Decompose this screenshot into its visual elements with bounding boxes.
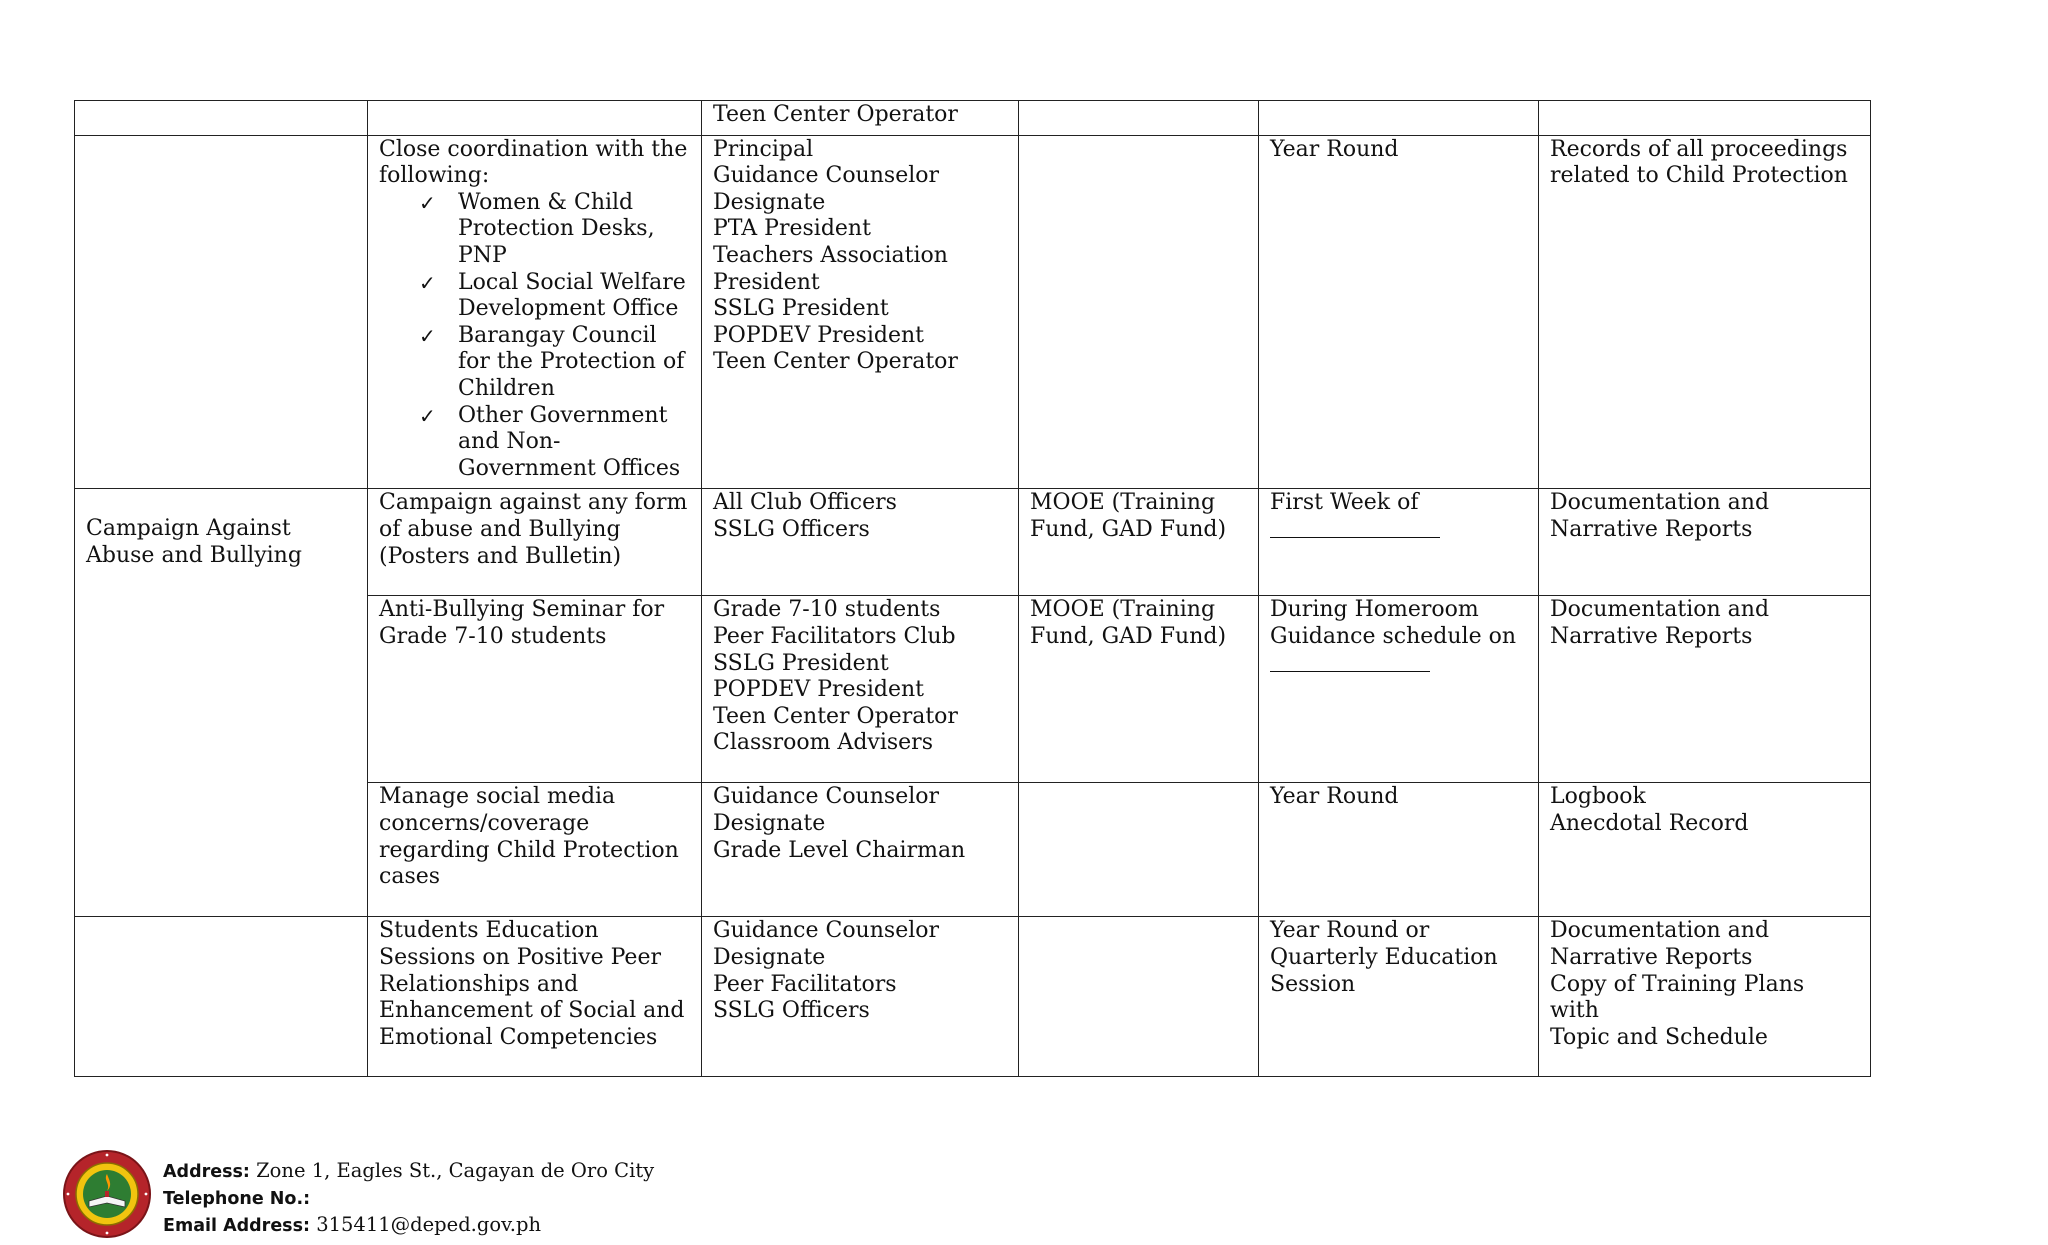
checklist-text: Government Offices	[458, 455, 681, 481]
person-line: SSLG President	[713, 296, 889, 322]
strategy-line: Anti-Bullying Seminar for	[379, 597, 665, 623]
output-line: Narrative Reports	[1550, 516, 1753, 542]
timeframe-cell	[1259, 783, 1539, 917]
expected-output-cell	[1539, 596, 1871, 783]
email-line	[163, 1212, 654, 1239]
strategy-line: (Posters and Bulletin)	[379, 543, 622, 569]
person-line: President	[713, 269, 820, 295]
activity-cell	[75, 917, 368, 1077]
person-line: Designate	[713, 189, 826, 215]
email-label: Email Address:	[163, 1216, 311, 1236]
checklist-text: and Non-	[458, 429, 561, 455]
checklist-text: Other Government	[458, 402, 668, 428]
checklist-text: Women & Child	[458, 189, 634, 215]
activity-cell	[75, 135, 368, 489]
funds-cell	[1019, 489, 1259, 596]
strategy-line: concerns/coverage	[379, 810, 590, 836]
funds-cell	[1019, 135, 1259, 489]
timeframe-cell	[1259, 596, 1539, 783]
timeframe-line: Year Round	[1270, 784, 1399, 810]
funds-cell	[1019, 101, 1259, 136]
persons-involved-cell	[702, 135, 1019, 489]
funds-line: Fund, GAD Fund)	[1030, 516, 1227, 542]
output-line: Documentation and	[1550, 490, 1770, 516]
output-line: related to Child Protection	[1550, 163, 1848, 189]
table-row	[75, 135, 1871, 489]
output-line: Anecdotal Record	[1550, 810, 1749, 836]
strategy-cell	[368, 783, 702, 917]
checklist-item	[419, 403, 691, 483]
check-mark-icon: ✓	[419, 270, 436, 295]
funds-line: Fund, GAD Fund)	[1030, 623, 1227, 649]
funds-line: MOOE (Training	[1030, 490, 1216, 516]
strategy-cell	[368, 917, 702, 1077]
strategy-cell	[368, 135, 702, 489]
timeframe-cell	[1259, 917, 1539, 1077]
contact-info	[163, 1158, 654, 1239]
person-line: Designate	[713, 810, 826, 836]
checklist-text: Barangay Council	[458, 322, 657, 348]
activity-line: Abuse and Bullying	[86, 542, 302, 568]
child-protection-plan-table	[74, 100, 1871, 1077]
persons-involved-cell	[702, 917, 1019, 1077]
person-line: Grade Level Chairman	[713, 837, 966, 863]
strategy-line: Grade 7-10 students	[379, 623, 607, 649]
timeframe-line: First Week of	[1270, 490, 1419, 516]
expected-output-cell	[1539, 489, 1871, 596]
output-line: Copy of Training Plans with	[1550, 971, 1812, 1024]
strategy-line: Relationships and	[379, 971, 579, 997]
email-value: 315411@deped.gov.ph	[310, 1213, 542, 1236]
checklist-item	[419, 190, 691, 270]
fill-in-blank	[1270, 651, 1430, 672]
table-row	[75, 917, 1871, 1077]
person-line: Guidance Counselor	[713, 784, 940, 810]
person-line: All Club Officers	[713, 490, 897, 516]
document-sheet	[74, 100, 1870, 1077]
address-value: Zone 1, Eagles St., Cagayan de Oro City	[249, 1159, 655, 1182]
timeframe-line: During Homeroom	[1270, 597, 1479, 623]
strategy-line: regarding Child Protection	[379, 837, 679, 863]
funds-cell	[1019, 596, 1259, 783]
strategy-line: Campaign against any form	[379, 490, 688, 516]
table-row	[75, 101, 1871, 136]
strategy-line: of abuse and Bullying	[379, 516, 621, 542]
address-label: Address:	[163, 1162, 250, 1182]
telephone-line	[163, 1185, 654, 1212]
persons-involved-cell	[702, 596, 1019, 783]
strategy-cell	[368, 596, 702, 783]
funds-line: MOOE (Training	[1030, 597, 1216, 623]
strategy-line: Manage social media	[379, 784, 616, 810]
expected-output-cell	[1539, 135, 1871, 489]
person-line: Peer Facilitators Club	[713, 623, 956, 649]
checklist-text: Local Social Welfare	[458, 269, 686, 295]
person-line: POPDEV President	[713, 677, 924, 703]
expected-output-cell	[1539, 101, 1871, 136]
check-mark-icon: ✓	[419, 403, 436, 428]
person-line: Teachers Association	[713, 242, 948, 268]
strategy-line: Students Education	[379, 918, 599, 944]
persons-involved-cell	[702, 489, 1019, 596]
activity-line: Campaign Against	[86, 516, 291, 542]
output-line: Records of all proceedings	[1550, 136, 1848, 162]
person-line: SSLG Officers	[713, 998, 870, 1024]
checklist-text: PNP	[458, 242, 507, 268]
person-line: Classroom Advisers	[713, 730, 933, 756]
output-line: Narrative Reports	[1550, 623, 1753, 649]
strategy-line: Sessions on Positive Peer	[379, 944, 661, 970]
strategy-line: Enhancement of Social and	[379, 998, 685, 1024]
checklist-text: Protection Desks,	[458, 216, 655, 242]
timeframe-line: Session	[1270, 971, 1356, 997]
check-mark-icon: ✓	[419, 190, 436, 215]
person-line: POPDEV President	[713, 322, 924, 348]
funds-cell	[1019, 783, 1259, 917]
output-line: Documentation and	[1550, 918, 1770, 944]
address-line	[163, 1158, 654, 1185]
strategy-line: Emotional Competencies	[379, 1024, 658, 1050]
output-line: Documentation and	[1550, 597, 1770, 623]
telephone-label: Telephone No.:	[163, 1189, 311, 1209]
checklist-item	[419, 270, 691, 323]
strategy-line: cases	[379, 864, 441, 890]
person-line: Designate	[713, 944, 826, 970]
person-line: Teen Center Operator	[713, 703, 958, 729]
timeframe-line: Year Round or	[1270, 918, 1430, 944]
strategy-cell	[368, 101, 702, 136]
table-row	[75, 489, 1871, 596]
person-line: SSLG President	[713, 650, 889, 676]
timeframe-line: Guidance schedule on	[1270, 623, 1516, 649]
person-line: PTA President	[713, 216, 871, 242]
school-seal-logo	[62, 1149, 152, 1239]
strategy-cell	[368, 489, 702, 596]
output-line: Logbook	[1550, 784, 1646, 810]
person-line: Teen Center Operator	[713, 102, 958, 127]
expected-output-cell	[1539, 917, 1871, 1077]
person-line: Principal	[713, 136, 814, 162]
timeframe-cell	[1259, 135, 1539, 489]
checklist-text: Children	[458, 375, 555, 401]
person-line: Grade 7-10 students	[713, 597, 941, 623]
timeframe-cell	[1259, 489, 1539, 596]
check-mark-icon: ✓	[419, 323, 436, 348]
person-line: Teen Center Operator	[713, 349, 958, 375]
output-line: Topic and Schedule	[1550, 1024, 1768, 1050]
activity-cell	[75, 489, 368, 917]
timeframe-line: Year Round	[1270, 136, 1399, 162]
persons-involved-cell	[702, 783, 1019, 917]
funds-cell	[1019, 917, 1259, 1077]
checklist-text: for the Protection of	[458, 349, 685, 375]
person-line: Peer Facilitators	[713, 971, 897, 997]
person-line: Guidance Counselor	[713, 918, 940, 944]
strategy-line: Close coordination with the	[379, 136, 688, 162]
person-line: Guidance Counselor	[713, 163, 940, 189]
timeframe-cell	[1259, 101, 1539, 136]
fill-in-blank	[1270, 517, 1440, 538]
output-line: Narrative Reports	[1550, 944, 1753, 970]
strategy-line: following:	[379, 163, 490, 189]
timeframe-line: Quarterly Education	[1270, 944, 1498, 970]
expected-output-cell	[1539, 783, 1871, 917]
coordination-checklist	[379, 190, 691, 483]
persons-involved-cell	[702, 101, 1019, 136]
checklist-item	[419, 323, 691, 403]
person-line: SSLG Officers	[713, 516, 870, 542]
checklist-text: Development Office	[458, 296, 679, 322]
activity-cell	[75, 101, 368, 136]
